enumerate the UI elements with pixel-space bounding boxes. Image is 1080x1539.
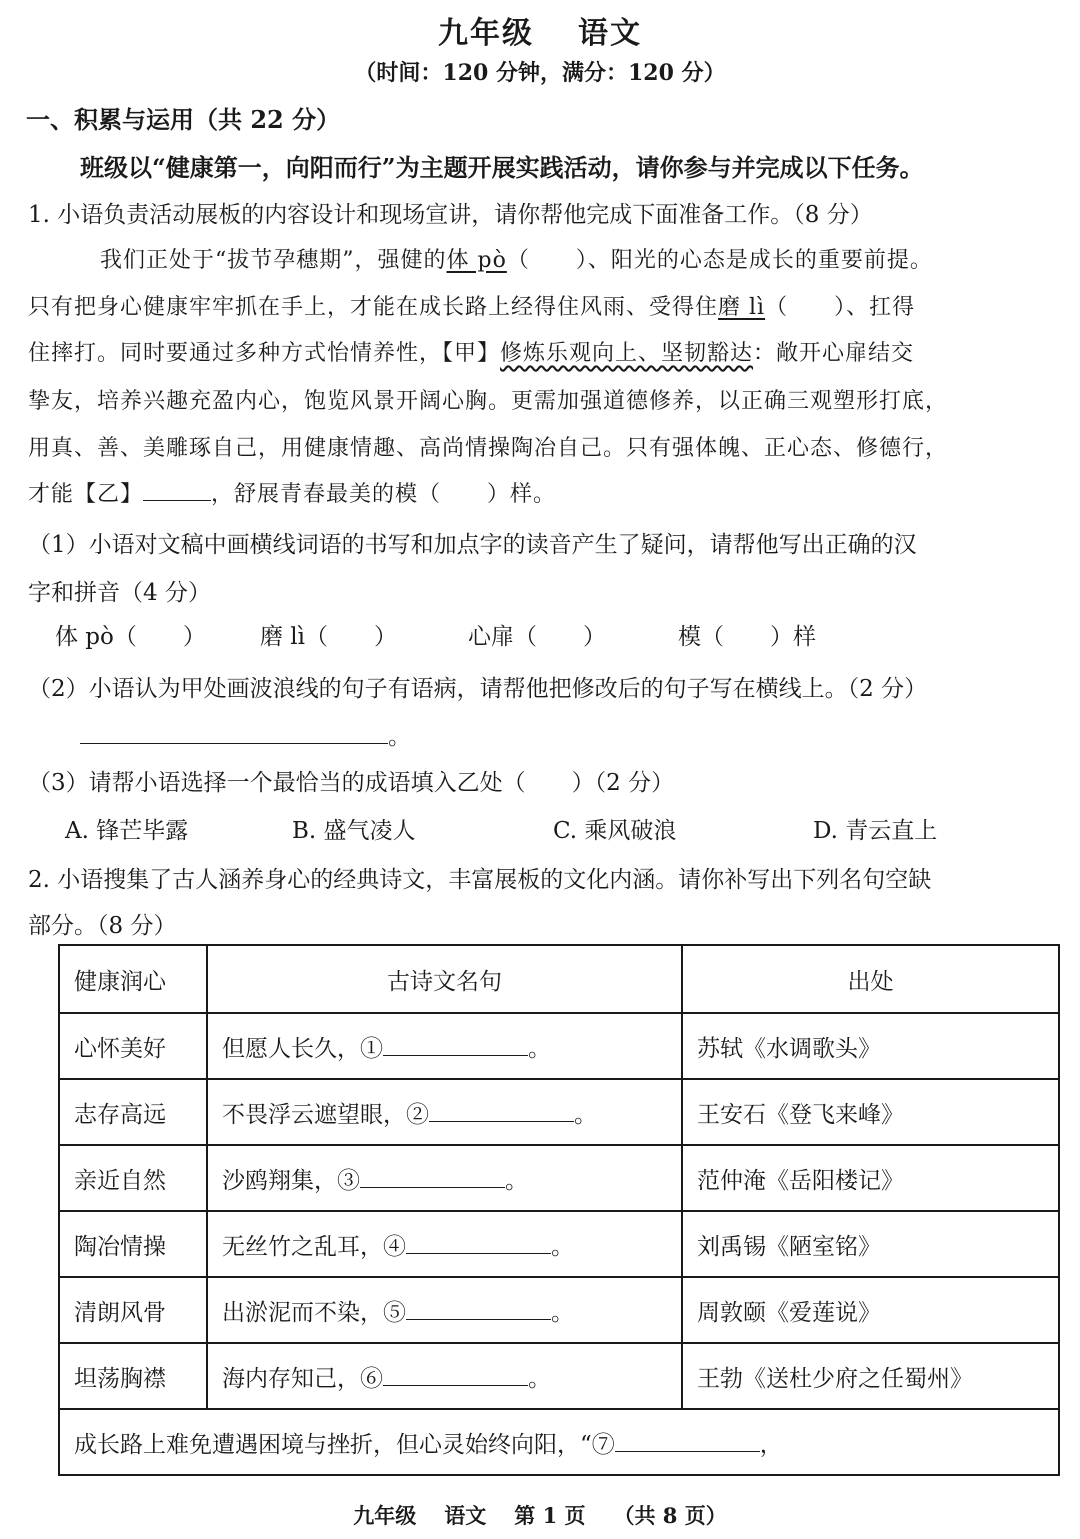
row-source: 刘禹锡《陋室铭》 xyxy=(682,1211,1059,1277)
table-row xyxy=(59,1211,1059,1277)
table-footer-row xyxy=(59,1409,1059,1475)
row-theme: 坦荡胸襟 xyxy=(59,1343,207,1409)
subject-label: 语文 xyxy=(578,16,642,51)
header-source: 出处 xyxy=(682,945,1059,1013)
option-a[interactable]: A. 锋芒毕露 xyxy=(65,818,189,844)
table-row xyxy=(59,1079,1059,1145)
answer-item-1[interactable]: 体 pò（ ） xyxy=(55,624,206,650)
row-source: 苏轼《水调歌头》 xyxy=(682,1013,1059,1079)
period: 。 xyxy=(528,1035,551,1062)
row-line xyxy=(207,1145,682,1211)
passage-line-4: 挚友，培养兴趣充盈内心，饱览风景开阔心胸。更需加强道德修养，以正确三观塑形打底， xyxy=(28,389,949,414)
answer-blank[interactable] xyxy=(406,1253,551,1254)
row-theme: 心怀美好 xyxy=(59,1013,207,1079)
row-line xyxy=(207,1343,682,1409)
answer-blank[interactable] xyxy=(80,743,388,744)
footer-grade: 九年级 xyxy=(353,1503,417,1528)
passage-text: 我们正处于“拔节孕穗期”，强健的 xyxy=(100,248,447,273)
poem-line: 但愿人长久，① xyxy=(222,1035,383,1062)
answer-item-4[interactable]: 模（ ）样 xyxy=(678,624,816,650)
answer-line-2 xyxy=(80,718,411,751)
answer-blank[interactable] xyxy=(360,1187,505,1188)
row-theme: 志存高远 xyxy=(59,1079,207,1145)
underlined-word: 体 pò xyxy=(446,248,507,273)
passage-line-2 xyxy=(28,290,915,321)
row-line xyxy=(207,1211,682,1277)
answer-blank[interactable] xyxy=(429,1121,574,1122)
period: 。 xyxy=(551,1299,574,1326)
passage-text: 才能【乙】 xyxy=(28,482,144,507)
passage-line-6 xyxy=(28,477,556,508)
period: 。 xyxy=(528,1365,551,1392)
passage-text: ，舒展青春最美的模（ ）样。 xyxy=(211,482,557,507)
period: 。 xyxy=(388,724,411,750)
question-2-stem-cont: 部分。（8 分） xyxy=(28,913,177,939)
answer-blank[interactable] xyxy=(383,1385,528,1386)
period: 。 xyxy=(574,1101,597,1128)
row-line xyxy=(207,1013,682,1079)
row-theme: 陶冶情操 xyxy=(59,1211,207,1277)
poem-line: 沙鸥翔集，③ xyxy=(222,1167,360,1194)
question-1-stem: 1. 小语负责活动展板的内容设计和现场宣讲，请你帮他完成下面准备工作。（8 分） xyxy=(28,202,873,228)
row-source: 范仲淹《岳阳楼记》 xyxy=(682,1145,1059,1211)
page-footer xyxy=(0,1500,1080,1530)
row-theme: 亲近自然 xyxy=(59,1145,207,1211)
footer-total: （共 8 页） xyxy=(613,1503,727,1528)
passage-text: （ ）、扛得 xyxy=(765,295,916,320)
period: 。 xyxy=(505,1167,528,1194)
row-line xyxy=(207,1079,682,1145)
passage-text: 住摔打。同时要通过多种方式怡情养性，【甲】 xyxy=(28,341,501,366)
subquestion-1: （1）小语对文稿中画横线词语的书写和加点字的读音产生了疑问，请帮他写出正确的汉 xyxy=(28,532,917,558)
section-intro: 班级以“健康第一，向阳而行”为主题开展实践活动，请你参与并完成以下任务。 xyxy=(80,153,924,182)
option-b[interactable]: B. 盛气凌人 xyxy=(292,818,416,844)
passage-text: （ ）、阳光的心态是成长的重要前提。 xyxy=(506,248,933,273)
answer-item-2[interactable]: 磨 lì（ ） xyxy=(260,624,398,650)
comma: ， xyxy=(759,1431,783,1458)
passage-text: ：敞开心扉结交 xyxy=(753,341,915,366)
table-header-row xyxy=(59,945,1059,1013)
row-line xyxy=(207,1277,682,1343)
row-theme: 清朗风骨 xyxy=(59,1277,207,1343)
footer-page: 第 1 页 xyxy=(514,1503,586,1528)
question-2-stem: 2. 小语搜集了古人涵养身心的经典诗文，丰富展板的文化内涵。请你补写出下列名句空缺 xyxy=(28,867,932,893)
poem-line: 不畏浮云遮望眼，② xyxy=(222,1101,429,1128)
underlined-word: 磨 lì xyxy=(718,295,766,320)
option-c[interactable]: C. 乘风破浪 xyxy=(553,818,677,844)
period: 。 xyxy=(551,1233,574,1260)
table-row xyxy=(59,1277,1059,1343)
subquestion-1-cont: 字和拼音（4 分） xyxy=(28,580,211,606)
row-source: 王安石《登飞来峰》 xyxy=(682,1079,1059,1145)
row-source: 周敦颐《爱莲说》 xyxy=(682,1277,1059,1343)
header-theme: 健康润心 xyxy=(59,945,207,1013)
section-heading: 一、积累与运用（共 22 分） xyxy=(26,105,341,134)
grade-label: 九年级 xyxy=(438,16,534,51)
answer-item-3[interactable]: 心扉（ ） xyxy=(468,624,606,650)
table-row xyxy=(59,1013,1059,1079)
subquestion-2: （2）小语认为甲处画波浪线的句子有语病，请帮他把修改后的句子写在横线上。（2 分） xyxy=(28,676,928,702)
poem-line: 无丝竹之乱耳，④ xyxy=(222,1233,406,1260)
exam-subtitle: （时间：120 分钟，满分：120 分） xyxy=(354,60,726,86)
passage-line-1 xyxy=(100,243,933,274)
passage-line-3 xyxy=(28,336,914,367)
exam-title xyxy=(0,8,1080,52)
answer-blank[interactable] xyxy=(615,1451,760,1452)
wavy-underlined-sentence: 修炼乐观向上、坚韧豁达 xyxy=(500,341,754,366)
answer-blank[interactable] xyxy=(406,1319,551,1320)
header-lines: 古诗文名句 xyxy=(207,945,682,1013)
passage-text: 只有把身心健康牢牢抓在手上，才能在成长路上经得住风雨、受得住 xyxy=(28,295,719,320)
poem-table xyxy=(58,944,1060,1476)
table-footer-cell xyxy=(59,1409,1059,1475)
option-d[interactable]: D. 青云直上 xyxy=(813,818,938,844)
table-row xyxy=(59,1145,1059,1211)
poem-line: 出淤泥而不染，⑤ xyxy=(222,1299,406,1326)
subquestion-3: （3）请帮小语选择一个最恰当的成语填入乙处（ ）（2 分） xyxy=(28,770,675,796)
table-row xyxy=(59,1343,1059,1409)
passage-line-5: 用真、善、美雕琢自己，用健康情趣、高尚情操陶冶自己。只有强体魄、正心态、修德行， xyxy=(28,436,949,461)
footer-subject: 语文 xyxy=(444,1503,487,1528)
answer-blank[interactable] xyxy=(383,1055,528,1056)
row-source: 王勃《送杜少府之任蜀州》 xyxy=(682,1343,1059,1409)
footer-line: 成长路上难免遭遇困境与挫折，但心灵始终向阳，“⑦ xyxy=(74,1431,615,1458)
answer-blank[interactable] xyxy=(143,500,211,501)
poem-line: 海内存知己，⑥ xyxy=(222,1365,383,1392)
